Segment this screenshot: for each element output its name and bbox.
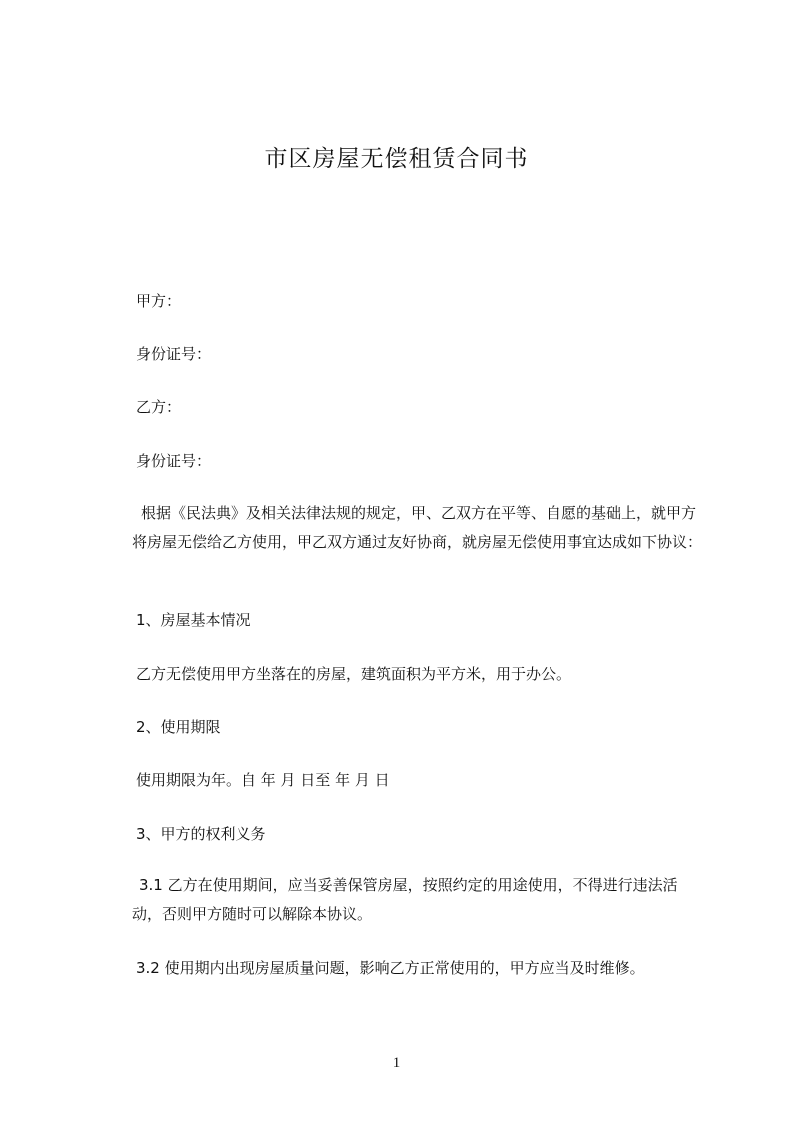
- party-b-label: 乙方：: [136, 398, 182, 416]
- section-1-text: 乙方无偿使用甲方坐落在的房屋，建筑面积为平方米，用于办公。: [136, 665, 572, 683]
- party-b-id-label: 身份证号：: [136, 452, 212, 470]
- section-2-text: 使用期限为年。自 年 月 日至 年 月 日: [136, 771, 390, 789]
- section-1-heading: 1、房屋基本情况: [136, 611, 251, 629]
- document-title: 市区房屋无偿租赁合同书: [264, 146, 529, 172]
- party-a-id-label: 身份证号：: [136, 345, 212, 363]
- page-number: 1: [392, 1055, 401, 1071]
- preamble-paragraph: 根据《民法典》及相关法律法规的规定，甲、乙双方在平等、自愿的基础上，就甲方将房屋无偿给乙方使用，甲乙双方通过友好协商，就房屋无偿使用事宜达成如下协议：: [132, 504, 703, 551]
- section-2-heading: 2、使用期限: [136, 718, 221, 736]
- section-3-heading: 3、甲方的权利义务: [136, 825, 266, 843]
- clause-3-1: 3.1 乙方在使用期间，应当妥善保管房屋，按照约定的用途使用，不得进行违法活动，否则甲方随时可以解除本协议。: [132, 876, 678, 923]
- clause-3-2: 3.2 使用期内出现房屋质量问题，影响乙方正常使用的，甲方应当及时维修。: [136, 959, 645, 977]
- party-a-label: 甲方：: [136, 292, 182, 310]
